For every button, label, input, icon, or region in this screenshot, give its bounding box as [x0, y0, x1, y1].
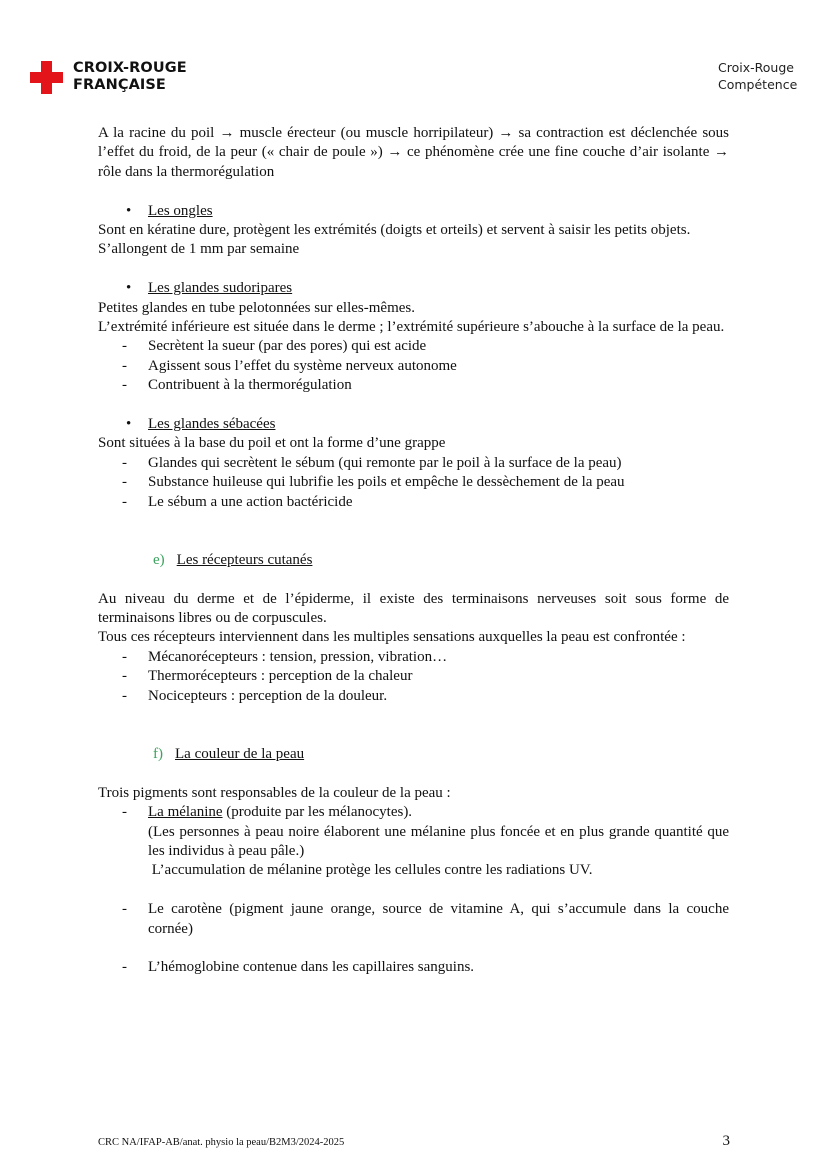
- pigments-list: [98, 803, 729, 978]
- intro-paragraph: A la racine du poil → muscle érecteur (ou muscle horripilateur) → sa contraction est déclenchée sous l’effet du froid, de la peur (« chair de poule ») → ce phénomène crée une fine couche d’air isolante → rôle dans la thermorégulation: [98, 125, 729, 180]
- section-f-text-1: Trois pigments sont responsables de la couleur de la peau :: [98, 784, 451, 801]
- sudoripares-text-1: Petites glandes en tube pelotonnées sur elles-mêmes.: [98, 299, 415, 316]
- item-text: Glandes qui secrètent le sébum (qui remonte par le poil à la surface de la peau): [148, 454, 622, 471]
- list-item: [98, 473, 729, 492]
- heading-sudoripares: [98, 279, 729, 298]
- item-text: Secrètent la sueur (par des pores) qui est acide: [148, 338, 427, 355]
- dash-icon: -: [122, 338, 127, 355]
- list-item: [98, 687, 729, 706]
- list-item: [98, 337, 729, 356]
- sudoripares-list: [98, 337, 729, 395]
- item-text: Agissent sous l’effet du système nerveux autonome: [148, 357, 457, 374]
- document-body: [98, 124, 729, 978]
- dash-icon: -: [122, 493, 127, 510]
- logo-text: [73, 60, 187, 94]
- item-text: Le sébum a une action bactéricide: [148, 493, 353, 510]
- logo-line-1: CROIX-ROUGE: [73, 60, 187, 76]
- section-letter: e): [153, 551, 165, 568]
- section-letter: f): [153, 745, 163, 762]
- list-item-hemoglobine: [98, 958, 729, 977]
- croix-rouge-logo: [30, 60, 187, 94]
- heading-text: Les glandes sudoripares: [148, 280, 293, 297]
- page-number: 3: [722, 1133, 730, 1149]
- list-item: [98, 493, 729, 512]
- dash-icon: -: [122, 474, 127, 491]
- footer-reference: CRC NA/IFAP-AB/anat. physio la peau/B2M3/2024-2025: [98, 1137, 345, 1148]
- header-right-brand: [718, 59, 797, 93]
- melanine-note: (Les personnes à peau noire élaborent une mélanine plus foncée et en plus grande quantité que les individus à peau pâle.): [148, 823, 729, 859]
- sebacees-list: [98, 454, 729, 512]
- list-item: [98, 648, 729, 667]
- item-text: Le carotène (pigment jaune orange, source de vitamine A, qui s’accumule dans la couche cornée): [148, 901, 729, 937]
- bullet-icon: •: [126, 202, 132, 219]
- dash-icon: -: [122, 687, 127, 704]
- sebacees-text-1: Sont situées à la base du poil et ont la forme d’une grappe: [98, 435, 446, 452]
- list-item: [98, 357, 729, 376]
- dash-icon: -: [122, 959, 127, 976]
- red-cross-icon: [30, 61, 63, 94]
- ongles-text-1: Sont en kératine dure, protègent les extrémités (doigts et orteils) et servent à saisir les petits objets.: [98, 222, 691, 239]
- item-text: L’hémoglobine contenue dans les capillaires sanguins.: [148, 959, 475, 976]
- section-e-text-2: Tous ces récepteurs interviennent dans les multiples sensations auxquelles la peau est confrontée :: [98, 629, 686, 646]
- heading-ongles: [98, 202, 729, 221]
- list-item: [98, 454, 729, 473]
- item-text: Substance huileuse qui lubrifie les poils et empêche le dessèchement de la peau: [148, 474, 625, 491]
- bullet-icon: •: [126, 280, 132, 297]
- dash-icon: -: [122, 648, 127, 665]
- list-item: [98, 376, 729, 395]
- brand-line-1: Croix-Rouge: [718, 60, 794, 75]
- logo-line-2: FRANÇAISE: [73, 77, 166, 93]
- section-f-heading: [98, 745, 729, 764]
- melanine-rest: (produite par les mélanocytes).: [222, 804, 413, 821]
- item-text: Mécanorécepteurs : tension, pression, vibration…: [148, 648, 448, 665]
- heading-text: Les glandes sébacées: [148, 416, 276, 433]
- ongles-text-2: S’allongent de 1 mm par semaine: [98, 241, 300, 258]
- page-footer: [98, 1133, 730, 1150]
- list-item: [98, 667, 729, 686]
- list-item-carotene: [98, 900, 729, 939]
- dash-icon: -: [122, 901, 127, 918]
- item-text: Nocicepteurs : perception de la douleur.: [148, 687, 388, 704]
- item-text: Thermorécepteurs : perception de la chaleur: [148, 668, 413, 685]
- section-title: La couleur de la peau: [175, 745, 305, 762]
- dash-icon: -: [122, 454, 127, 471]
- bullet-icon: •: [126, 416, 132, 433]
- section-title: Les récepteurs cutanés: [176, 551, 313, 568]
- brand-line-2: Compétence: [718, 77, 798, 92]
- section-e-heading: [98, 551, 729, 570]
- melanine-label: La mélanine: [148, 804, 223, 821]
- item-text: Contribuent à la thermorégulation: [148, 377, 352, 394]
- sudoripares-text-2: L’extrémité inférieure est située dans le derme ; l’extrémité supérieure s’abouche à la surface de la peau.: [98, 319, 725, 336]
- melanine-note-2: L’accumulation de mélanine protège les cellules contre les radiations UV.: [148, 862, 593, 879]
- receptors-list: [98, 648, 729, 706]
- dash-icon: -: [122, 357, 127, 374]
- heading-sebacees: [98, 415, 729, 434]
- dash-icon: -: [122, 804, 127, 821]
- dash-icon: -: [122, 668, 127, 685]
- dash-icon: -: [122, 377, 127, 394]
- section-e-text-1: Au niveau du derme et de l’épiderme, il existe des terminaisons nerveuses soit sous forme de terminaisons libres ou de corpuscules.: [98, 590, 729, 627]
- heading-text: Les ongles: [148, 202, 213, 219]
- list-item-melanine: [98, 803, 729, 881]
